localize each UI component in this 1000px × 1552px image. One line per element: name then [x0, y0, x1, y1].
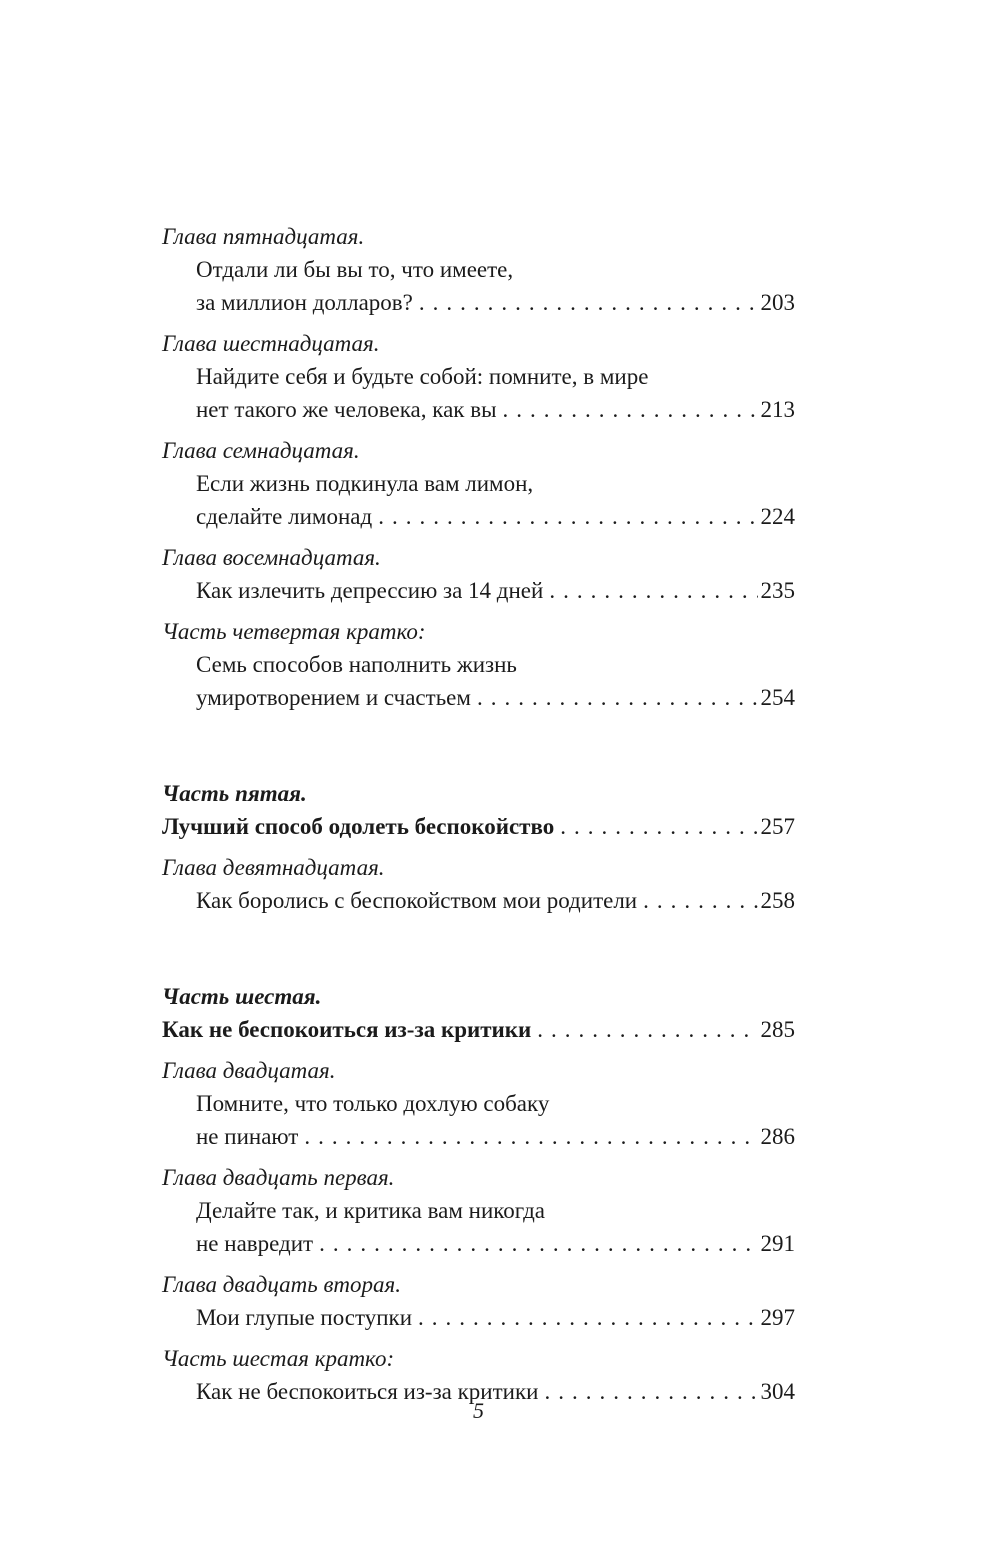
- entry-page-number: 286: [760, 1124, 795, 1149]
- entry-line-text: Лучший способ одолеть беспокойство: [162, 814, 555, 839]
- entry-line: Найдите себя и будьте собой: помните, в мире: [196, 364, 649, 389]
- entry-line-text: не пинают: [196, 1124, 299, 1149]
- entry-page-number: 291: [760, 1231, 795, 1256]
- entry-heading: Глава восемнадцатая.: [162, 545, 381, 570]
- toc-entry: [162, 615, 795, 714]
- dot-leader: [319, 1227, 757, 1260]
- entry-line: Отдали ли бы вы то, что имеете,: [196, 257, 514, 282]
- entry-line-text: сделайте лимонад: [196, 504, 373, 529]
- entry-line: [162, 884, 795, 917]
- entry-line: Семь способов наполнить жизнь: [196, 652, 517, 677]
- entry-line: [162, 1013, 795, 1046]
- entry-page-number: 304: [760, 1379, 795, 1404]
- entry-page-number: 254: [760, 685, 795, 710]
- toc-entry: [162, 1268, 795, 1334]
- entry-page-number: 257: [760, 814, 795, 839]
- entry-line-text: Как не беспокоиться из-за критики: [162, 1017, 532, 1042]
- entry-page-number: 213: [760, 397, 795, 422]
- entry-page-number: 203: [760, 290, 795, 315]
- toc-entry: [162, 1054, 795, 1153]
- entry-line-text: не навредит: [196, 1231, 314, 1256]
- entry-line: Делайте так, и критика вам никогда: [196, 1198, 545, 1223]
- entry-line: [162, 810, 795, 843]
- entry-line: [162, 574, 795, 607]
- toc-entry: [162, 327, 795, 426]
- entry-heading: Глава двадцать первая.: [162, 1165, 395, 1190]
- entry-page-number: 235: [760, 578, 795, 603]
- entry-heading: Часть шестая.: [162, 984, 322, 1009]
- dot-leader: [560, 810, 757, 843]
- dot-leader: [418, 1301, 757, 1334]
- entry-page-number: 224: [760, 504, 795, 529]
- entry-heading: Глава шестнадцатая.: [162, 331, 380, 356]
- toc-entry: [162, 434, 795, 533]
- entry-line-text: нет такого же человека, как вы: [196, 397, 497, 422]
- entry-heading: Глава девятнадцатая.: [162, 855, 385, 880]
- toc-entry: [162, 541, 795, 607]
- entry-heading: Часть четвертая кратко:: [162, 619, 426, 644]
- dot-leader: [378, 500, 757, 533]
- toc-entry: [162, 851, 795, 917]
- toc-entry: [162, 777, 795, 843]
- page-number: 5: [473, 1398, 484, 1423]
- dot-leader: [304, 1120, 757, 1153]
- entry-page-number: 297: [760, 1305, 795, 1330]
- dot-leader: [643, 884, 757, 917]
- toc-entry: [162, 1161, 795, 1260]
- entry-line-text: Как излечить депрессию за 14 дней: [196, 578, 544, 603]
- dot-leader: [549, 574, 757, 607]
- entry-line-text: за миллион долларов?: [196, 290, 413, 315]
- entry-heading: Глава двадцатая.: [162, 1058, 336, 1083]
- entry-heading: Глава пятнадцатая.: [162, 224, 365, 249]
- entry-line: [162, 681, 795, 714]
- entry-heading: Глава двадцать вторая.: [162, 1272, 401, 1297]
- entry-page-number: 258: [760, 888, 795, 913]
- entry-page-number: 285: [760, 1017, 795, 1042]
- entry-line-text: Мои глупые поступки: [196, 1305, 413, 1330]
- entry-heading: Часть пятая.: [162, 781, 307, 806]
- entry-line: Помните, что только дохлую собаку: [196, 1091, 550, 1116]
- entry-heading: Глава семнадцатая.: [162, 438, 360, 463]
- entry-line: [162, 1227, 795, 1260]
- entry-line-text: Как не беспокоиться из-за критики: [196, 1379, 539, 1404]
- toc-entry: [162, 980, 795, 1046]
- entry-line: Если жизнь подкинула вам лимон,: [196, 471, 534, 496]
- toc: [162, 220, 795, 1408]
- dot-leader: [537, 1013, 757, 1046]
- entry-line: [162, 393, 795, 426]
- dot-leader: [503, 393, 758, 426]
- dot-leader: [419, 286, 758, 319]
- entry-line-text: Как боролись с беспокойством мои родители: [196, 888, 638, 913]
- toc-entry: [162, 220, 795, 319]
- dot-leader: [477, 681, 758, 714]
- entry-line: [162, 1301, 795, 1334]
- entry-heading: Часть шестая кратко:: [162, 1346, 395, 1371]
- entry-line: [162, 286, 795, 319]
- entry-line: [162, 1120, 795, 1153]
- entry-line: [162, 500, 795, 533]
- entry-line-text: умиротворением и счастьем: [196, 685, 471, 710]
